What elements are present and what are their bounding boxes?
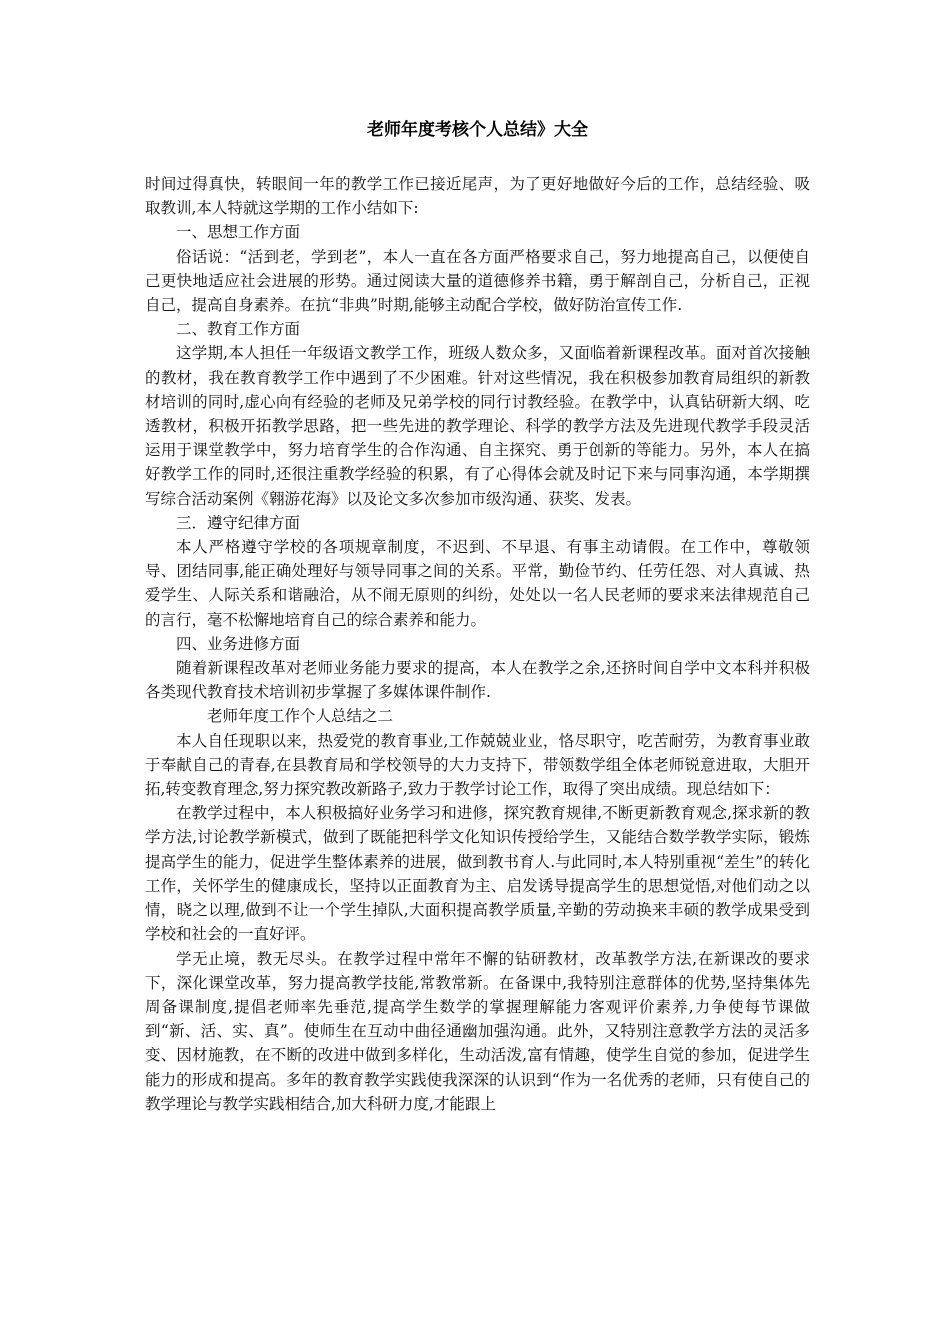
paragraph-6: 三．遵守纪律方面 [176,513,301,532]
paragraph-11: 本人自任现职以来，热爱党的教育事业,工作兢兢业业，恪尽职守，吃苦耐劳，为教育事业敢于奉献自己的青春,在县教育局和学校领导的大力支持下，带领数学组全体老师锐意进取，大胆开拓,转变教育理念,努力探究教改新路子,致力于教学讨论工作，取得了突出成绩。现总结如下： [145,731,810,799]
paragraph-3: 俗话说：“活到老，学到老”，本人一直在各方面严格要求自己，努力地提高自己，以便使自己更快地适应社会进展的形势。通过阅读大量的道德修养书籍，勇于解剖自己，分析自己，正视自己，提高自身素养。在抗“非典”时期,能够主动配合学校，做好防治宣传工作. [145,247,810,315]
paragraph-10: 老师年度工作个人总结之二 [207,707,394,726]
paragraph-4: 二、教育工作方面 [176,320,301,339]
paragraph-13: 学无止境，教无尽头。在教学过程中常年不懈的钻研教材，改革教学方法,在新课改的要求下，深化课堂改革，努力提高教学技能,常教常新。在备课中,我特别注意群体的优势,坚持集体先周备课制度,提倡老师率先垂范,提高学生数学的掌握理解能力客观评价素养,力争使每节课做到“新、活、实、真”。使师生在互动中曲径通幽加强沟通。此外，又特别注意教学方法的灵活多变、因材施教，在不断的改进中做到多样化，生动活泼,富有情趣，使学生自觉的参加，促进学生能力的形成和提高。多年的教育教学实践使我深深的认识到“作为一名优秀的老师，只有使自己的教学理论与教学实践相结合,加大科研力度,才能跟上 [145,949,810,1113]
document-page [145,118,810,1116]
paragraph-12: 在教学过程中，本人积极搞好业务学习和进修，探究教育规律,不断更新教育观念,探求新的教学方法,讨论教学新模式，做到了既能把科学文化知识传授给学生，又能结合数学教学实际，锻炼提高学生的能力，促进学生整体素养的进展，做到教书育人.与此同时,本人特别重视“差生”的转化工作，关怀学生的健康成长，坚持以正面教育为主、启发诱导提高学生的思想觉悟,对他们动之以情，晓之以理,做到不让一个学生掉队,大面积提高教学质量,辛勤的劳动换来丰硕的教学成果受到学校和社会的一直好评。 [145,804,810,944]
paragraph-7: 本人严格遵守学校的各项规章制度，不迟到、不早退、有事主动请假。在工作中，尊敬领导、团结同事,能正确处理好与领导同事之间的关系。平常，勤俭节约、任劳任怨、对人真诚、热爱学生、人际关系和谐融洽，从不闹无原则的纠纷，处处以一名人民老师的要求来法律规范自己的言行，毫不松懈地培育自己的综合素养和能力。 [145,538,810,629]
paragraph-5: 这学期,本人担任一年级语文教学工作，班级人数众多，又面临着新课程改革。面对首次接触的教材，我在教育教学工作中遇到了不少困难。针对这些情况，我在积极参加教育局组织的新教材培训的同时,虚心向有经验的老师及兄弟学校的同行讨教经验。在教学中，认真钻研新大纲、吃透教材，积极开拓教学思路，把一些先进的教学理论、科学的教学方法及先进现代教学手段灵活运用于课堂教学中，努力培育学生的合作沟通、自主探究、勇于创新的等能力。另外，本人在搞好教学工作的同时,还很注重教学经验的积累，有了心得体会就及时记下来与同事沟通，本学期撰写综合活动案例《翱游花海》以及论文多次参加市级沟通、获奖、发表。 [145,344,810,508]
paragraph-8: 四、业务进修方面 [176,634,301,653]
paragraph-2: 一、思想工作方面 [176,223,301,242]
paragraph-9: 随着新课程改革对老师业务能力要求的提高，本人在教学之余,还挤时间自学中文本科并积极各类现代教育技术培训初步掌握了多媒体课件制作. [145,659,810,702]
document-body [145,172,810,1116]
paragraph-1: 时间过得真快，转眼间一年的教学工作已接近尾声，为了更好地做好今后的工作，总结经验、吸取教训,本人特就这学期的工作小结如下: [145,175,810,218]
document-title: 老师年度考核个人总结》大全 [367,120,588,140]
